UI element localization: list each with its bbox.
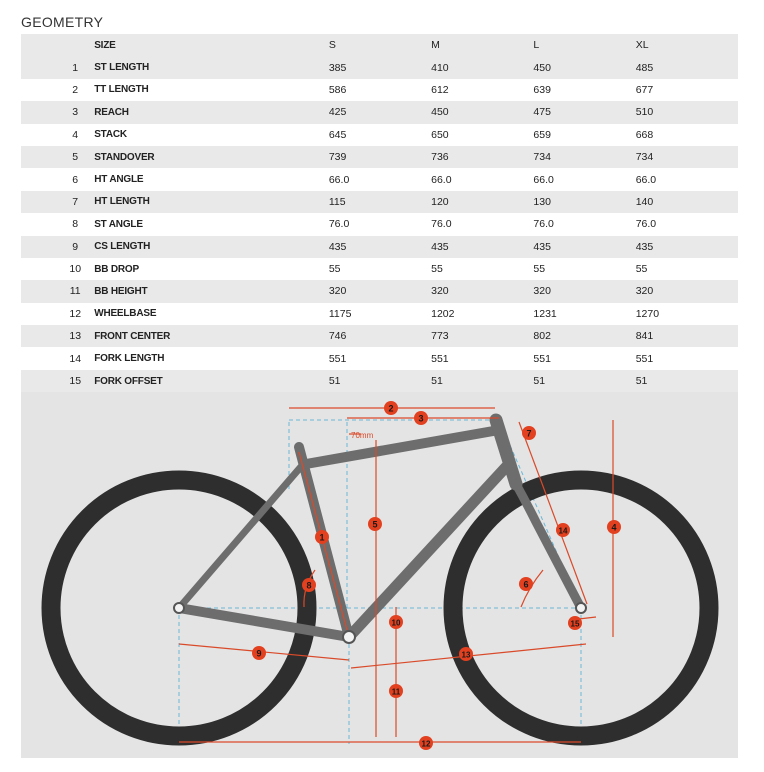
row-value-m: 773 <box>431 330 449 343</box>
row-value-l: 551 <box>533 352 551 365</box>
row-value-m: 450 <box>431 106 449 119</box>
header-size-s: S <box>328 39 336 52</box>
row-value-xl: 668 <box>635 128 654 141</box>
table-row <box>21 258 738 280</box>
row-measure-name: STANDOVER <box>94 151 155 163</box>
row-value-xl: 51 <box>635 375 648 388</box>
row-value-xl: 841 <box>635 330 654 343</box>
row-value-s: 115 <box>328 195 346 208</box>
row-measure-name: BB DROP <box>94 263 139 275</box>
svg-text:15: 15 <box>570 619 580 629</box>
row-value-m: 320 <box>431 285 449 298</box>
row-value-m: 612 <box>431 83 449 96</box>
header-size-l: L <box>533 39 540 52</box>
row-value-m: 650 <box>431 128 449 141</box>
svg-text:5: 5 <box>372 519 378 530</box>
row-number: 10 <box>69 263 82 276</box>
badge-4 <box>607 520 621 534</box>
row-value-m: 51 <box>431 375 443 388</box>
row-value-xl: 510 <box>635 106 654 119</box>
row-value-xl: 485 <box>635 61 654 74</box>
row-number: 11 <box>69 285 81 298</box>
row-number: 8 <box>72 218 79 231</box>
row-number: 4 <box>72 128 79 141</box>
rear-axle <box>174 603 184 613</box>
row-number: 3 <box>72 106 79 119</box>
row-number: 2 <box>72 83 79 96</box>
badge-1 <box>315 530 329 544</box>
table-row <box>21 325 738 347</box>
row-value-l: 55 <box>533 263 546 276</box>
svg-text:7: 7 <box>526 428 532 439</box>
row-value-s: 746 <box>328 330 347 343</box>
table-row <box>21 236 738 258</box>
table-row <box>21 191 738 213</box>
badge-13 <box>459 647 473 661</box>
badge-5 <box>368 517 382 531</box>
table-row <box>21 146 738 168</box>
row-value-xl: 677 <box>635 83 654 96</box>
row-value-s: 320 <box>328 285 347 298</box>
row-value-l: 450 <box>533 61 551 74</box>
row-measure-name: FORK OFFSET <box>94 375 163 387</box>
row-measure-name: REACH <box>94 106 129 118</box>
row-measure-name: STACK <box>94 129 127 141</box>
row-value-xl: 320 <box>635 285 654 298</box>
badge-2 <box>384 401 398 415</box>
row-value-s: 435 <box>328 240 347 253</box>
svg-text:11: 11 <box>391 687 401 697</box>
bottom-bracket <box>343 631 355 643</box>
badge-12 <box>419 736 433 750</box>
row-measure-name: ST ANGLE <box>94 218 143 230</box>
row-measure-name: BB HEIGHT <box>94 285 148 297</box>
badge-10 <box>389 615 403 629</box>
table-body <box>21 56 738 392</box>
row-number: 5 <box>72 151 79 164</box>
table-row <box>21 124 738 146</box>
badge-7 <box>522 426 536 440</box>
table-row <box>21 79 738 101</box>
row-value-s: 66.0 <box>328 173 350 186</box>
header-size-m: M <box>431 39 440 52</box>
table-row <box>21 168 738 190</box>
row-value-s: 425 <box>328 106 347 119</box>
row-value-m: 76.0 <box>431 218 452 231</box>
row-value-l: 435 <box>533 240 551 253</box>
table-row <box>21 370 738 392</box>
svg-text:8: 8 <box>306 580 312 591</box>
badge-15 <box>568 616 582 630</box>
row-value-l: 1231 <box>533 307 557 320</box>
row-number: 14 <box>69 352 82 365</box>
table-row <box>21 56 738 78</box>
row-value-xl: 140 <box>635 195 654 208</box>
table-row <box>21 280 738 302</box>
row-value-l: 734 <box>533 151 551 164</box>
row-value-l: 76.0 <box>533 218 554 231</box>
row-number: 13 <box>69 330 82 343</box>
row-value-s: 76.0 <box>328 218 350 231</box>
row-value-l: 66.0 <box>533 173 554 186</box>
svg-text:10: 10 <box>391 618 401 628</box>
row-value-xl: 435 <box>635 240 654 253</box>
svg-text:9: 9 <box>256 648 262 659</box>
row-value-s: 645 <box>328 128 347 141</box>
row-value-s: 55 <box>328 263 341 276</box>
row-value-l: 130 <box>533 195 551 208</box>
row-value-m: 66.0 <box>431 173 452 186</box>
table-row <box>21 347 738 369</box>
svg-text:12: 12 <box>421 739 431 749</box>
svg-text:4: 4 <box>611 522 617 533</box>
row-value-l: 475 <box>533 106 551 119</box>
row-value-m: 435 <box>431 240 449 253</box>
row-value-m: 551 <box>431 352 449 365</box>
badge-6 <box>519 577 533 591</box>
row-measure-name: CS LENGTH <box>94 241 151 253</box>
row-value-l: 639 <box>533 83 551 96</box>
row-value-s: 586 <box>328 83 347 96</box>
label-70mm: 70mm <box>351 431 374 440</box>
row-value-m: 736 <box>431 151 449 164</box>
svg-text:2: 2 <box>388 403 394 414</box>
badge-14 <box>556 523 570 537</box>
row-measure-name: TT LENGTH <box>94 84 149 96</box>
row-value-l: 802 <box>533 330 551 343</box>
row-measure-name: HT ANGLE <box>94 174 144 186</box>
bike-drawing <box>21 392 738 758</box>
row-value-xl: 551 <box>635 352 654 365</box>
svg-text:13: 13 <box>461 650 471 660</box>
table-header-row <box>21 34 738 56</box>
row-number: 9 <box>72 240 79 253</box>
row-number: 1 <box>72 61 79 74</box>
badge-3 <box>414 411 428 425</box>
row-measure-name: ST LENGTH <box>94 62 150 74</box>
svg-text:1: 1 <box>319 532 325 543</box>
header-size: SIZE <box>94 39 116 51</box>
row-value-s: 51 <box>328 375 341 388</box>
badge-9 <box>252 646 266 660</box>
row-value-l: 659 <box>533 128 551 141</box>
row-value-l: 51 <box>533 375 546 388</box>
row-value-m: 410 <box>431 61 449 74</box>
row-measure-name: HT LENGTH <box>94 196 150 208</box>
row-value-m: 55 <box>431 263 443 276</box>
bike-geometry-diagram <box>21 392 738 758</box>
svg-text:6: 6 <box>523 579 529 590</box>
table-row <box>21 303 738 325</box>
row-value-xl: 76.0 <box>635 218 657 231</box>
header-num <box>21 34 94 56</box>
table-row <box>21 213 738 235</box>
row-number: 12 <box>69 307 82 320</box>
row-value-s: 551 <box>328 352 347 365</box>
front-axle <box>576 603 586 613</box>
row-value-xl: 734 <box>635 151 654 164</box>
row-measure-name: WHEELBASE <box>94 308 157 320</box>
geometry-table <box>21 34 738 392</box>
row-number: 7 <box>72 195 79 208</box>
row-value-xl: 1270 <box>635 307 660 320</box>
row-value-xl: 66.0 <box>635 173 657 186</box>
row-value-xl: 55 <box>635 263 648 276</box>
badge-8 <box>302 578 316 592</box>
row-value-s: 1175 <box>328 307 352 320</box>
table-row <box>21 101 738 123</box>
row-measure-name: FRONT CENTER <box>94 330 171 342</box>
row-value-m: 1202 <box>431 307 455 320</box>
row-value-l: 320 <box>533 285 551 298</box>
row-number: 15 <box>69 375 82 388</box>
geometry-title: GEOMETRY <box>21 14 104 30</box>
header-size-xl: XL <box>635 39 649 52</box>
svg-text:14: 14 <box>558 526 568 536</box>
row-value-m: 120 <box>431 195 449 208</box>
badge-11 <box>389 684 403 698</box>
row-value-s: 385 <box>328 61 347 74</box>
row-value-s: 739 <box>328 151 347 164</box>
row-number: 6 <box>72 173 79 186</box>
svg-text:3: 3 <box>418 413 424 424</box>
row-measure-name: FORK LENGTH <box>94 353 165 365</box>
